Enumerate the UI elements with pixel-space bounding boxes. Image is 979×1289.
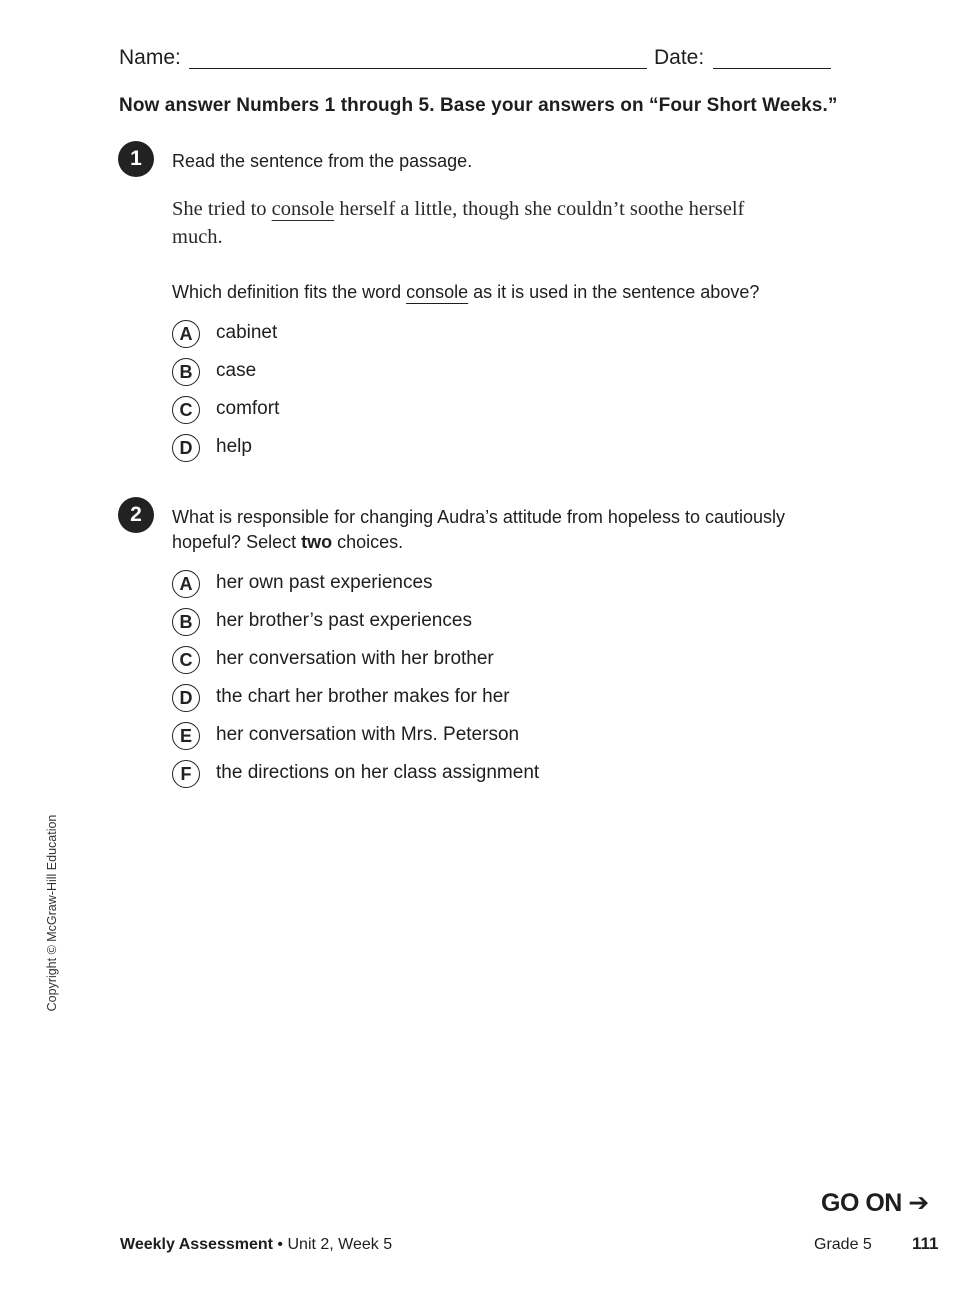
- option-text: help: [216, 436, 252, 457]
- option-letter-circle[interactable]: C: [172, 396, 200, 424]
- go-on-indicator: [821, 1188, 929, 1218]
- option-text: the chart her brother makes for her: [216, 686, 510, 707]
- question-1-stem: [172, 280, 759, 305]
- option-letter-circle[interactable]: D: [172, 434, 200, 462]
- arrow-right-icon: ➔: [908, 1189, 929, 1217]
- question-1-prompt: Read the sentence from the passage.: [172, 151, 473, 171]
- date-label: Date:: [654, 46, 705, 69]
- copyright-notice: Copyright © McGraw-Hill Education: [45, 814, 59, 1012]
- passage-text-start: She tried to: [172, 198, 272, 220]
- option-letter-circle[interactable]: B: [172, 358, 200, 386]
- passage-text-end: herself a little, though she couldn’t soothe herself much.: [172, 198, 745, 248]
- option-text: case: [216, 360, 257, 381]
- prompt-text-start: What is responsible for changing Audra’s attitude from hopeless to cautiously hopeful? Select: [172, 507, 786, 552]
- name-label: Name:: [119, 46, 181, 69]
- question-2-number-badge: 2: [118, 497, 154, 533]
- option-text: comfort: [216, 398, 280, 419]
- instructions: Now answer Numbers 1 through 5. Base your answers on “Four Short Weeks.”: [119, 95, 838, 116]
- date-field[interactable]: [713, 68, 831, 69]
- go-on-label: GO ON: [821, 1189, 902, 1217]
- stem-text-end: as it is used in the sentence above?: [468, 282, 760, 302]
- option-text: the directions on her class assignment: [216, 762, 540, 783]
- footer-assessment-title: Weekly Assessment: [120, 1236, 273, 1253]
- prompt-bold-word: two: [301, 532, 333, 552]
- option-letter-circle[interactable]: D: [172, 684, 200, 712]
- option-text: her conversation with her brother: [216, 648, 494, 669]
- prompt-text-end: choices.: [332, 532, 404, 552]
- footer-separator: •: [272, 1236, 288, 1253]
- question-2-prompt: [172, 505, 852, 555]
- stem-underlined-word: console: [406, 282, 469, 302]
- passage-underlined-word: console: [271, 198, 335, 220]
- stem-text-start: Which definition fits the word: [172, 282, 407, 302]
- question-1-number-badge: 1: [118, 141, 154, 177]
- option-letter-circle[interactable]: B: [172, 608, 200, 636]
- footer-unit-week: Unit 2, Week 5: [287, 1236, 393, 1253]
- option-text: her brother’s past experiences: [216, 610, 472, 631]
- name-field[interactable]: [189, 68, 647, 69]
- option-text: her conversation with Mrs. Peterson: [216, 724, 520, 745]
- option-text: her own past experiences: [216, 572, 433, 593]
- page-number: 111: [912, 1234, 939, 1253]
- question-1-passage-sentence: [172, 195, 772, 251]
- name-date-row: [119, 46, 839, 76]
- footer-grade: Grade 5: [814, 1236, 872, 1253]
- option-letter-circle[interactable]: E: [172, 722, 200, 750]
- footer-assessment-info: [120, 1236, 392, 1254]
- option-letter-circle[interactable]: F: [172, 760, 200, 788]
- option-letter-circle[interactable]: A: [172, 570, 200, 598]
- option-letter-circle[interactable]: C: [172, 646, 200, 674]
- option-text: cabinet: [216, 322, 278, 343]
- option-letter-circle[interactable]: A: [172, 320, 200, 348]
